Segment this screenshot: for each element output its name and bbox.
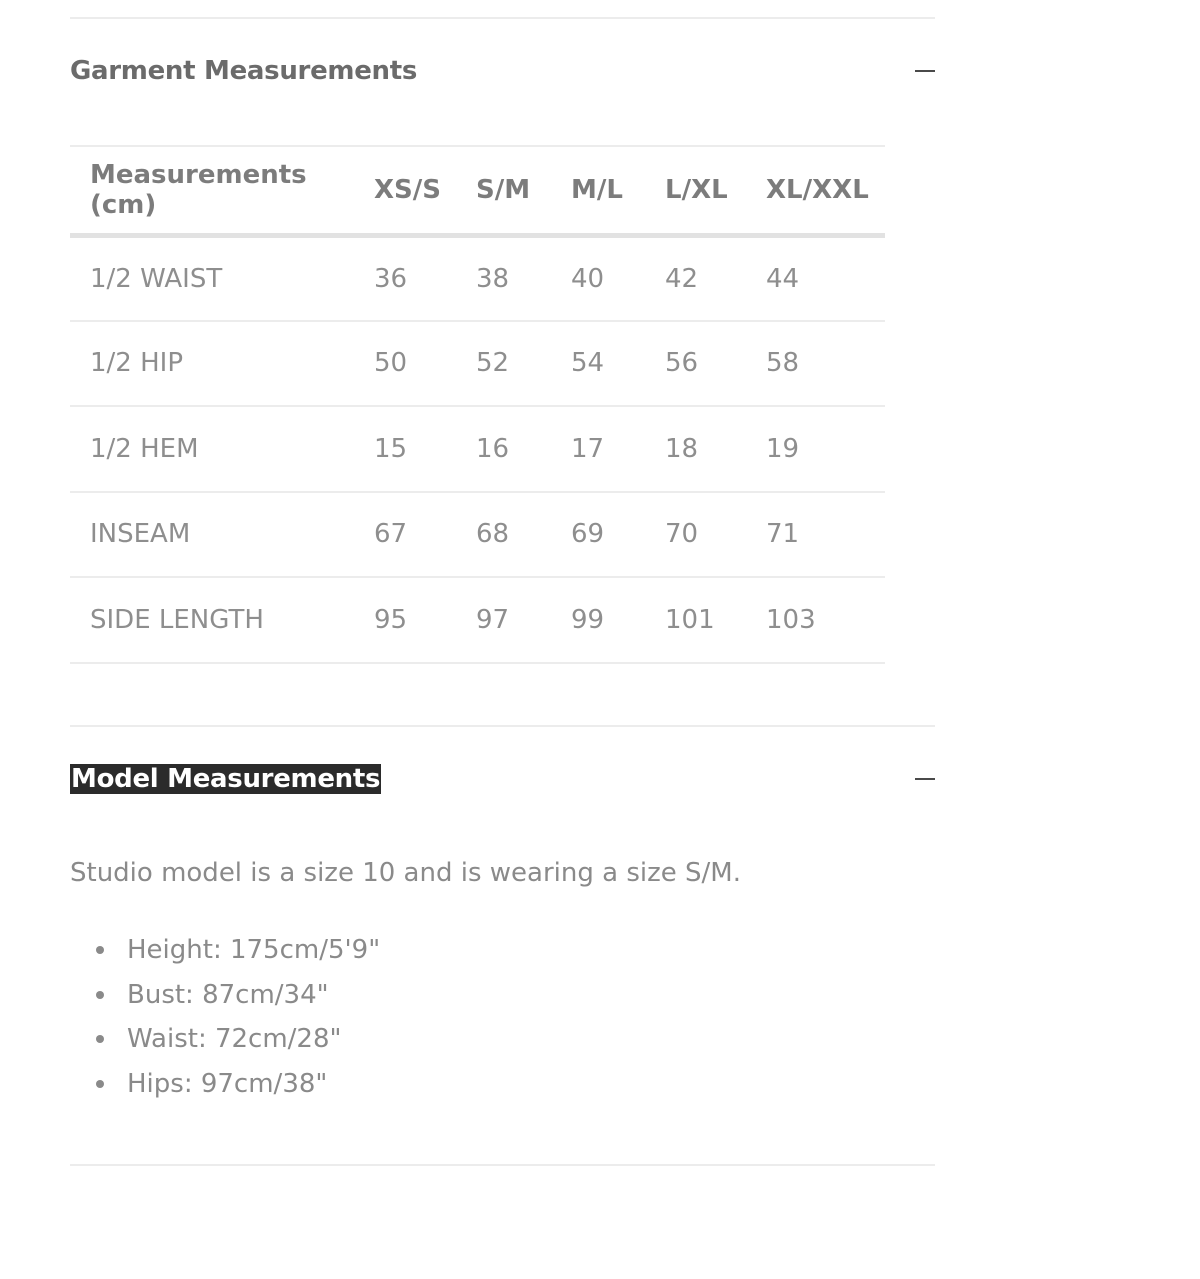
column-header: XS/S <box>374 174 441 205</box>
table-cell: 95 <box>374 604 408 635</box>
table-row <box>70 492 885 578</box>
table-cell: 54 <box>571 348 605 379</box>
divider <box>70 17 935 19</box>
table-cell: 16 <box>476 433 510 464</box>
table-cell: 52 <box>476 348 510 379</box>
table-cell: 103 <box>766 604 816 635</box>
model-measurement-list <box>70 928 380 1106</box>
table-cell: 99 <box>571 604 605 635</box>
table-cell: 50 <box>374 348 408 379</box>
table-row <box>70 321 885 407</box>
list-item-text: Height: 175cm/5'9" <box>127 935 381 966</box>
table-cell: 17 <box>571 433 605 464</box>
table-cell: 38 <box>476 263 510 294</box>
list-item <box>70 973 380 1018</box>
list-item <box>70 1062 380 1107</box>
list-item-text: Waist: 72cm/28" <box>127 1024 342 1055</box>
table-cell: 58 <box>766 348 800 379</box>
column-header: XL/XXL <box>766 174 869 205</box>
table-cell: 101 <box>665 604 715 635</box>
table-cell: 69 <box>571 519 605 550</box>
garment-measurements-title: Garment Measurements <box>70 56 418 86</box>
model-measurements-title: Model Measurements <box>71 764 381 794</box>
table-header-row <box>70 146 885 235</box>
table-cell: 18 <box>665 433 699 464</box>
row-label: 1/2 HIP <box>90 348 184 379</box>
list-item <box>70 1017 380 1062</box>
column-header: S/M <box>476 174 531 205</box>
model-size-description: Studio model is a size 10 and is wearing a size S/M. <box>70 858 741 888</box>
table-cell: 36 <box>374 263 408 294</box>
table-row <box>70 577 885 663</box>
row-label: 1/2 HEM <box>90 433 199 464</box>
bullet-icon <box>96 1080 104 1088</box>
model-measurements-header[interactable] <box>70 759 935 799</box>
size-chart-table <box>70 145 885 664</box>
row-label: INSEAM <box>90 519 191 550</box>
table-cell: 97 <box>476 604 510 635</box>
row-label: 1/2 WAIST <box>90 263 223 294</box>
bullet-icon <box>96 1035 104 1043</box>
divider <box>70 1164 935 1166</box>
column-header: L/XL <box>665 174 728 205</box>
table-row <box>70 406 885 492</box>
list-item <box>70 928 380 973</box>
collapse-minus-icon[interactable] <box>915 61 935 81</box>
table-cell: 42 <box>665 263 699 294</box>
table-cell: 40 <box>571 263 605 294</box>
list-item-text: Hips: 97cm/38" <box>127 1068 328 1099</box>
table-cell: 56 <box>665 348 699 379</box>
table-cell: 68 <box>476 519 510 550</box>
row-label: SIDE LENGTH <box>90 604 264 635</box>
table-cell: 71 <box>766 519 800 550</box>
bullet-icon <box>96 991 104 999</box>
table-row <box>70 235 885 321</box>
column-header: Measurements (cm) <box>90 159 307 220</box>
garment-measurements-header[interactable] <box>70 51 935 91</box>
table-cell: 15 <box>374 433 408 464</box>
table-cell: 67 <box>374 519 408 550</box>
list-item-text: Bust: 87cm/34" <box>127 979 329 1010</box>
column-header: M/L <box>571 174 623 205</box>
table-cell: 19 <box>766 433 800 464</box>
collapse-minus-icon[interactable] <box>915 769 935 789</box>
table-cell: 44 <box>766 263 800 294</box>
bullet-icon <box>96 946 104 954</box>
divider <box>70 725 935 727</box>
table-cell: 70 <box>665 519 699 550</box>
